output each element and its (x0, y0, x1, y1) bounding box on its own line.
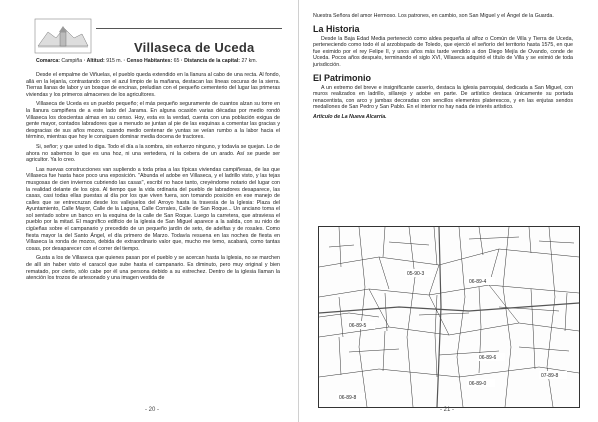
map-parcel-label: 06-89-5 (349, 323, 367, 329)
patrimonio-paragraph: A un extremo del breve e insignificante caserío, destaca la iglesia parroquial, dedicada a San Miguel, con muros realizados en ladrillo, sillarejo y adobe en parte. De artístico destaca únicamente su portada renacentista, con arco y jambas decoradas con sencillos elementos platerescos, y en las enjutas sendos medallones de San Pedro y San Pablo. En el interior no hay nada de interés artístico. (313, 84, 573, 111)
paragraph: Desde el empalme de Viñuelas, el pueblo queda extendido en la llanura al cabo de una recta. Al fondo, allá en la lejanía, contrastando con el azul limpio de la mañana, destacan las líneas oscuras de la sierra. Tierras llanas de labor y un bosque de encinas, preludian con el pequeño cementerio del lugar las primeras viviendas y los primeros almacenes de los agricultores. (26, 72, 280, 98)
comarca-label: Comarca: (36, 58, 60, 64)
map-parcel-label: 05-90-3 (407, 271, 425, 277)
map-parcel-label: 06-89-8 (339, 395, 357, 401)
map-roads (319, 227, 579, 407)
village-emblem-icon (34, 18, 92, 54)
left-body (26, 72, 280, 282)
paragraph: Gusta a los de Villaseca que quienes pasan por el pueblo y se acercan hasta la iglesia, no se marchen de allí sin haber visto el caracol que sube hasta el campanario. Es diminuto, pero muy original y bien rematado, por cierto, sólo cabe por él una persona debido a su estrechez. Dentro de la iglesia llaman la atención los trozos de artesonado y una imagen vestida de (26, 255, 280, 282)
section-title-historia: La Historia (313, 23, 360, 34)
censo-value: 65 (173, 58, 180, 64)
info-line: Comarca: Campiña · Altitud: 915 m. · Censo Habitantes: 65 · Distancia de la capital: 27 km. (36, 58, 258, 64)
paragraph: Las nuevas construcciones van supliendo a toda prisa a las típicas viviendas campiñesas, de las que Villaseca fue hasta hace poco una exposición. "Abunda el adobe en Villaseca, y el ladrillo visto, y las tejas musgosas de cien inviernos cubriendo las casas", escribí no hace tanto, creyéndome notario del lugar con la realidad delante de los ojos. Al tiempo que la vida ordinaria del pueblo de labradores desaparece, las casas, casi todas ellas puestas al día por los que viven fuera, son tomando posición en ese manejo de calles que se entrecruzan desde los vallejuelos del Arroyo hasta la travesía de la Iglesia: Plaza del Ayuntamiento, Calle Mayor, Calle de la Laguna, Calle Corrales, Calle de San Roque... Un anciano toma el sol sentado sobre un banco en la esquina de la calle de San Roque. Luego la carretera, que atraviesa el pueblo por la mitad. El magnífico edificio de la iglesia de San Miguel aparece a la salida, con su nido de cigüeñas sobre el campanario y precedido de un pequeño jardín de seto, de adelfas y de rosales. Como fiesta mayor la del Santo Ángel, el día primero de Marzo. Todavía resuena en las noches de fiesta en Villaseca la ronda de mozos, debida de extraordinario valor que, mucho me temo, acabará, como tantas cosas, por desaparecer con el correr del tiempo. (26, 166, 280, 252)
page-number-left: - 20 - (145, 407, 160, 413)
page-title: Villaseca de Uceda (134, 40, 255, 55)
cadastral-map (318, 226, 580, 408)
map-caption: Artículo de La Nueva Alcarria. (313, 113, 387, 120)
map-parcel-label: 07-89-8 (541, 373, 559, 379)
map-parcel-label: 06-89-4 (469, 279, 487, 285)
paragraph: Villaseca de Uceda es un pueblo pequeño; el más pequeño seguramente de cuantos alzan su torre en la llanura campiñera de a este lado del Jarama. En alguna ocasión varias décadas por medio rondó Villaseca los doscientas almas en su censo. Hoy, esta es la verdad, cuenta con una población exigua de gente mayor, contados labradores que a menudo se juntan al pie de las esquinas a comentar las gracias y desgracias de sus años mozos, cuando medio centenar de yuntas se veían rumbo a la labor hacia el término, mientras que hoy le consiguen dominar media docena de tractores. (26, 101, 280, 141)
title-rule-top (96, 28, 282, 29)
map-parcel-label: 06-89-6 (479, 355, 497, 361)
distancia-value: 27 km. (241, 58, 258, 64)
right-body (313, 13, 573, 122)
historia-paragraph: Desde la Baja Edad Media perteneció como aldea pequeña al alfoz o Común de Villa y Tierra de Uceda, perteneciendo como todo él al arzobispado de Toledo, que ejerció el señorío del territorio hasta 1575, en que fue eximido por el rey Felipe II, y unos años más tarde vendido a don Diego Mejía de Ovando, conde de Uceda. Pocos años después, terminando el siglo XVI, Villaseca adquirió el título de Villa y se eximió de toda jurisdicción. (313, 35, 573, 68)
distancia-label: Distancia de la capital: (184, 58, 241, 64)
intro-paragraph: Nuestra Señora del amor Hermoso. Los patrones, en cambio, son San Miguel y el Ángel de la Guarda. (313, 13, 554, 19)
cadastral-map-drawing (319, 227, 579, 407)
section-title-patrimonio: El Patrimonio (313, 72, 372, 83)
censo-label: Censo Habitantes: (126, 58, 173, 64)
altitud-label: Altitud: (86, 58, 105, 64)
map-parcels (319, 227, 579, 407)
paragraph: Si, señor; y que usted lo diga. Todo el día a la sombra, sin esfuerzo ninguno, y todavía se quejan. Lo de ahora no sabemos lo que es una hoz, ni una vertedera, ni la cebera de un arado. Así se puede ser agricultor. Ya lo creo. (26, 143, 280, 164)
page-number-right: - 21 - (440, 407, 455, 413)
comarca-value: Campiña (61, 58, 83, 64)
title-block (34, 18, 286, 54)
altitud-value: 915 m. (106, 58, 123, 64)
map-parcel-label: 06-89-0 (469, 381, 487, 387)
